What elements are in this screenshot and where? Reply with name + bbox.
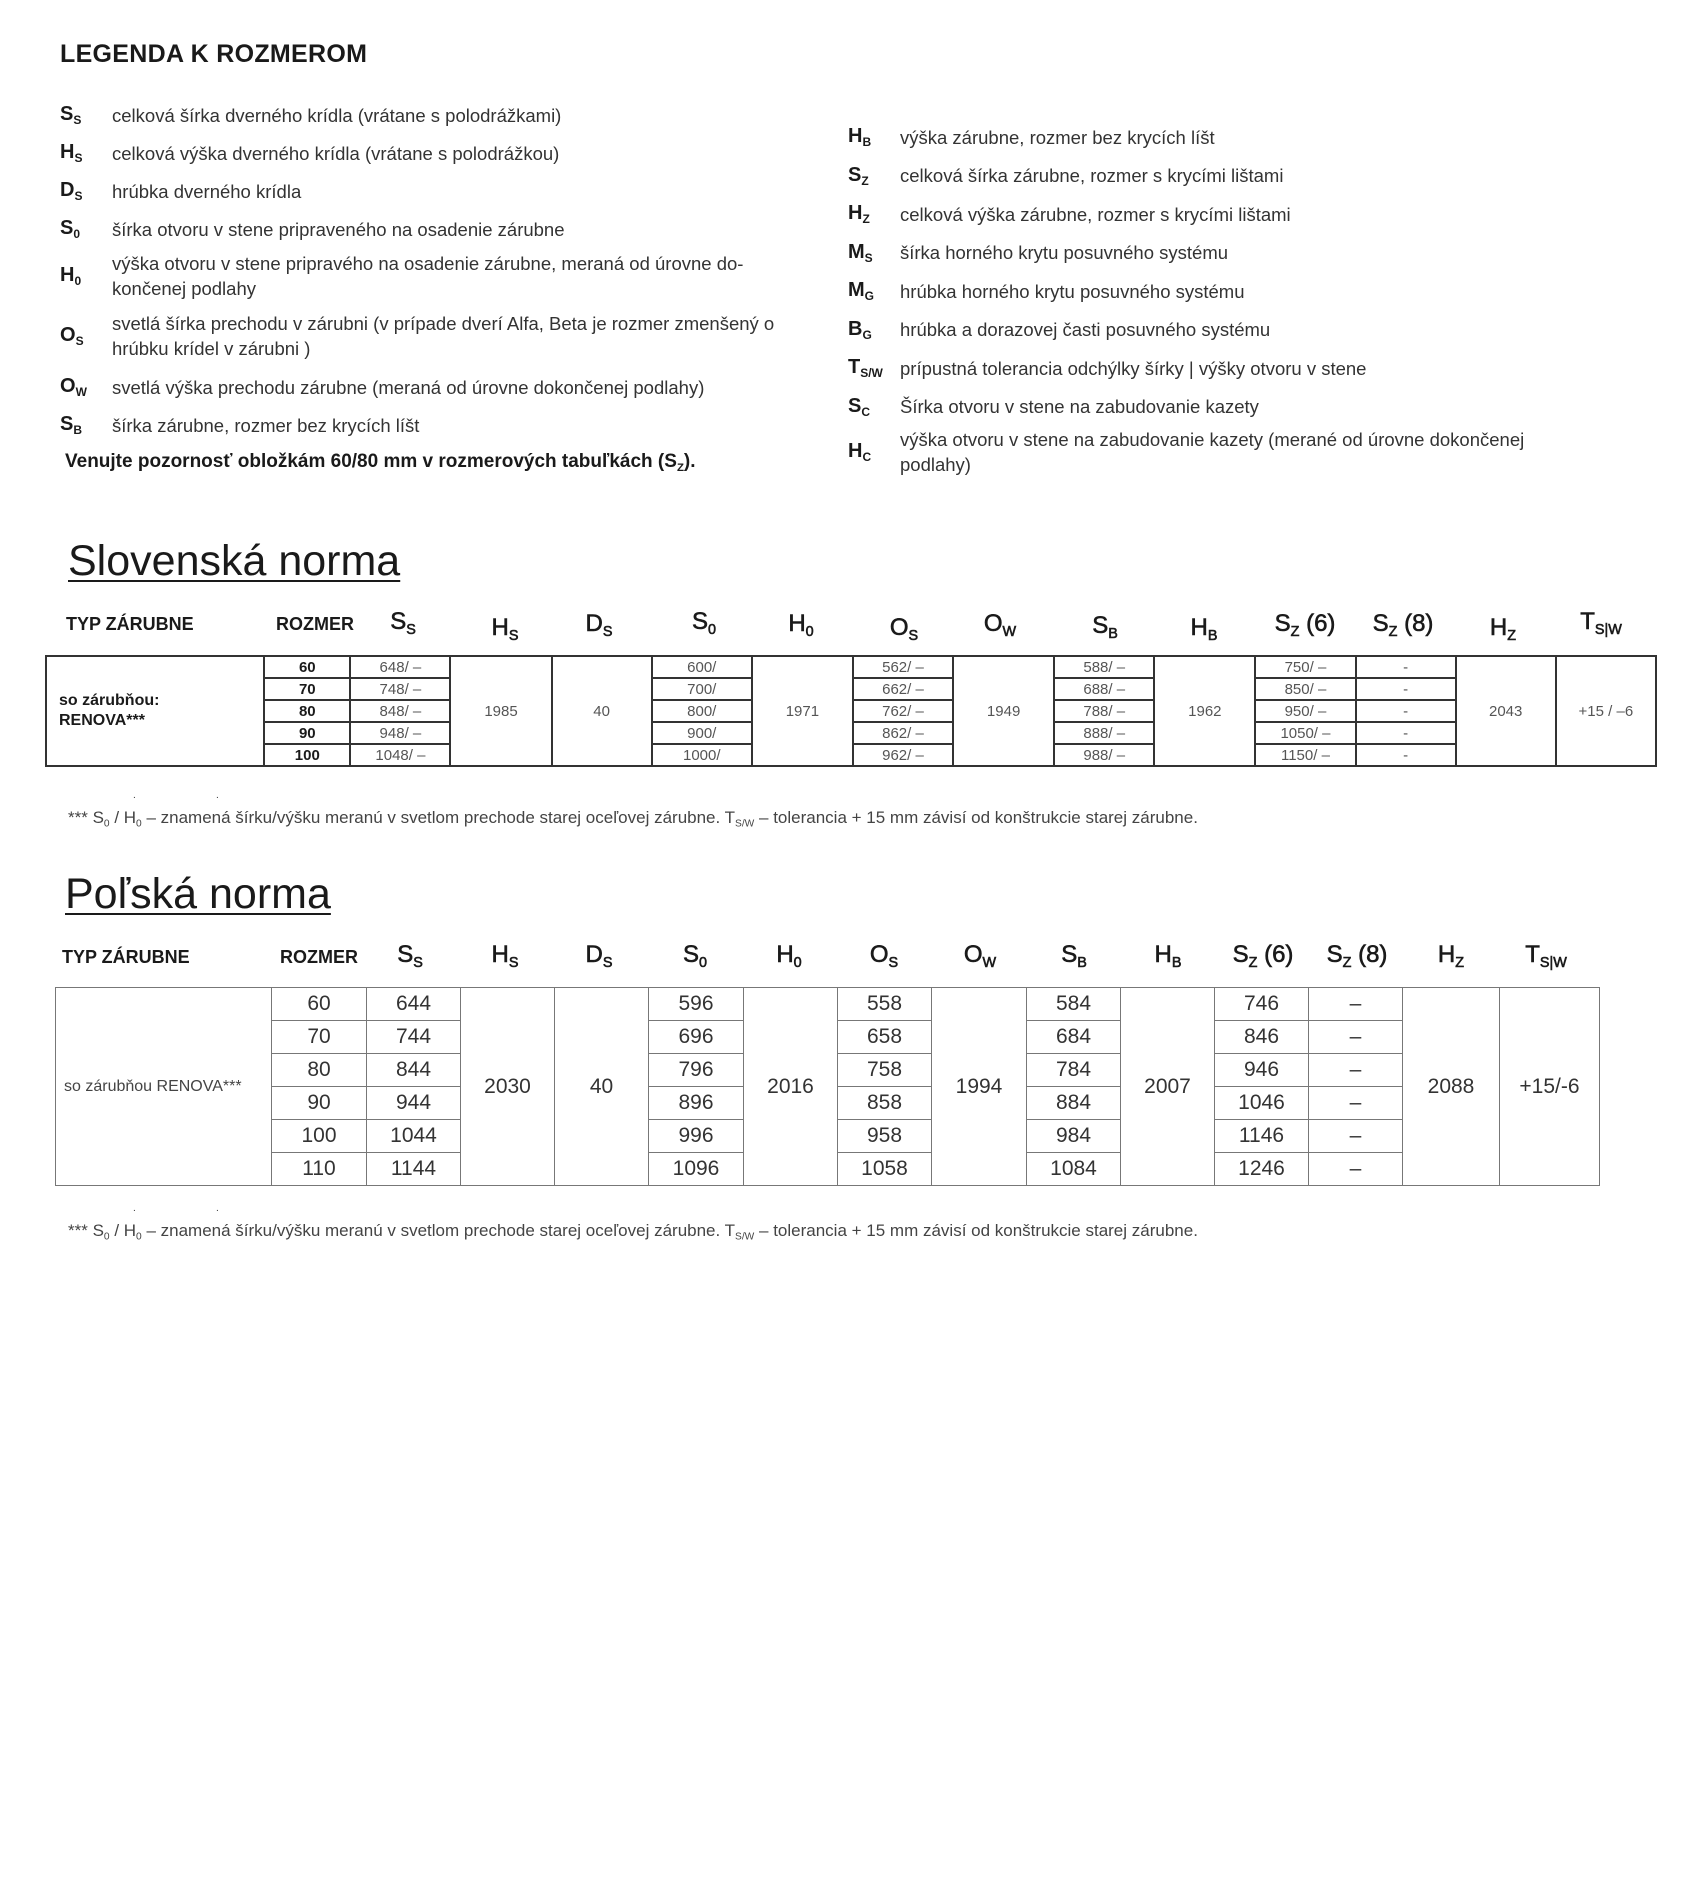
header-col: $T_{S|W}$ [1580, 608, 1622, 639]
header-col: $S_B$ [1061, 941, 1087, 972]
table-row: 80 848/ – 800/ 762/ – 788/ – 950/ – - [46, 700, 1656, 722]
cell-type: so zárubňou RENOVA*** [56, 988, 272, 1186]
legend-item: $O_W$ svetlá výška prechodu zárubne (meraná od úrovne dokončenej podlahy) [60, 374, 705, 400]
footnote-sk: *** $S_0 / H_0$ – znamená šírku/výšku meranú v svetlom prechode starej oceľovej zárubne. $T_{S/W}$ – tolerancia + 15 mm závisí od konštrukcie starej zárubne. [68, 808, 1198, 830]
legend-item: $B_G$ hrúbka a dorazovej časti posuvného systému [848, 317, 1271, 342]
table-row: 70 748/ – 700/ 662/ – 688/ – 850/ – - [46, 678, 1656, 700]
table-row: 70 744 696 658 684 846 – [56, 1021, 1600, 1054]
header-typ: TYP ZÁRUBNE [66, 614, 194, 634]
header-col: $S_Z$ (8) [1372, 610, 1434, 641]
table-row: 110 1144 1096 1058 1084 1246 – [56, 1153, 1600, 1186]
footnote-dot: . [133, 790, 136, 801]
header-col: $H_0$ [788, 610, 814, 641]
legend-item: $D_S$ hrúbka dverného krídla [60, 178, 302, 204]
legend-item: $M_G$ hrúbka horného krytu posuvného systému [848, 279, 1245, 304]
footnote-dot: . [216, 1203, 219, 1214]
header-rozmer: ROZMER [276, 614, 354, 634]
header-typ: TYP ZÁRUBNE [62, 947, 190, 967]
header-col: $T_{S|W}$ [1525, 941, 1567, 972]
legend-item: $M_S$ šírka horného krytu posuvného systému [848, 240, 1229, 265]
header-col: $O_S$ [869, 941, 899, 972]
table-row: 80 844 796 758 784 946 – [56, 1054, 1600, 1087]
header-col: $H_S$ [491, 941, 519, 972]
legend-item: $S_Z$ celková šírka zárubne, rozmer s krycími lištami [848, 163, 1284, 188]
header-col: $S_Z$ (8) [1326, 941, 1388, 972]
table-row: 100 1048/ – 1000/ 962/ – 988/ – 1150/ – - [46, 744, 1656, 766]
header-col: $S_S$ [397, 941, 423, 972]
header-col: $O_W$ [963, 941, 997, 972]
header-col: $H_S$ [491, 614, 519, 645]
section-title-pl: Poľská norma [65, 870, 331, 918]
legend-item: $H_Z$ celková výška zárubne, rozmer s krycími lištami [848, 202, 1291, 227]
footnote-dot: . [216, 790, 219, 801]
table-row: 90 948/ – 900/ 862/ – 888/ – 1050/ – - [46, 722, 1656, 744]
header-col: $H_Z$ [1437, 941, 1465, 972]
header-col: $S_Z$ (6) [1274, 610, 1336, 641]
header-col: $O_W$ [983, 610, 1017, 641]
header-col: $H_B$ [1190, 614, 1218, 645]
table-row: so zárubňou: RENOVA*** 60 648/ – 1985 40 600/ 1971 562/ – 1949 588/ – 1962 750/ – - 2043 +15 / –6 [46, 656, 1656, 678]
legend-item: $S_B$ šírka zárubne, rozmer bez krycích líšt [60, 412, 420, 438]
legend-left [60, 96, 780, 444]
table-row: 90 944 896 858 884 1046 – [56, 1087, 1600, 1120]
legend-item: $S_0$ šírka otvoru v stene pripraveného na osadenie zárubne [60, 216, 565, 242]
footnote-dot: . [133, 1203, 136, 1214]
header-col: $S_0$ [691, 608, 717, 639]
legend-item: $H_0$ výška otvoru v stene pripravého na osadenie zárubne, meraná od úrovne do- končenej podlahy [60, 253, 744, 299]
table-polish [55, 987, 1600, 1186]
cell-type: so zárubňou: RENOVA*** [46, 656, 264, 766]
legend-item: $H_S$ celková výška dverného krídla (vrátane s polodrážkou) [60, 140, 560, 166]
legend-item: $S_S$ celková šírka dverného krídla (vrátane s polodrážkami) [60, 102, 562, 128]
header-col: $O_S$ [889, 614, 919, 645]
legend-item: $S_C$ Šírka otvoru v stene na zabudovanie kazety [848, 394, 1259, 419]
footnote-pl: *** $S_0 / H_0$ – znamená šírku/výšku meranú v svetlom prechode starej oceľovej zárubne. $T_{S/W}$ – tolerancia + 15 mm závisí od konštrukcie starej zárubne. [68, 1221, 1198, 1243]
legend-item: $H_B$ výška zárubne, rozmer bez krycích líšt [848, 125, 1215, 150]
header-col: $D_S$ [585, 610, 613, 641]
header-col: $S_Z$ (6) [1232, 941, 1294, 972]
legend-item: $T_{S/W}$ prípustná tolerancia odchýlky šírky | výšky otvoru v stene [848, 356, 1367, 381]
header-col: $D_S$ [585, 941, 613, 972]
header-col: $H_Z$ [1489, 614, 1517, 645]
table-slovak [45, 655, 1657, 767]
legend-right [848, 118, 1568, 478]
table-row: 100 1044 996 958 984 1146 – [56, 1120, 1600, 1153]
legend-item: $O_S$ svetlá šírka prechodu v zárubni (v prípade dverí Alfa, Beta je rozmer zmenšený o hrúbku krídel v zárubni ) [60, 313, 775, 359]
legend-title: LEGENDA K ROZMEROM [60, 40, 368, 68]
header-col: $H_B$ [1154, 941, 1182, 972]
header-col: $H_0$ [776, 941, 802, 972]
header-col: $S_0$ [682, 941, 708, 972]
header-col: $S_B$ [1092, 612, 1118, 643]
section-title-sk: Slovenská norma [68, 537, 401, 585]
header-rozmer: ROZMER [280, 947, 358, 967]
header-col: $S_S$ [390, 608, 416, 639]
legend-note: Venujte pozornosť obložkám 60/80 mm v rozmerových tabuľkách $(S_Z)$. [65, 451, 696, 474]
legend-item: $H_C$ výška otvoru v stene na zabudovanie kazety (merané od úrovne dokončenej podlahy) [848, 429, 1525, 475]
table-row: so zárubňou RENOVA*** 60 644 2030 40 596 2016 558 1994 584 2007 746 – 2088 +15/-6 [56, 988, 1600, 1021]
